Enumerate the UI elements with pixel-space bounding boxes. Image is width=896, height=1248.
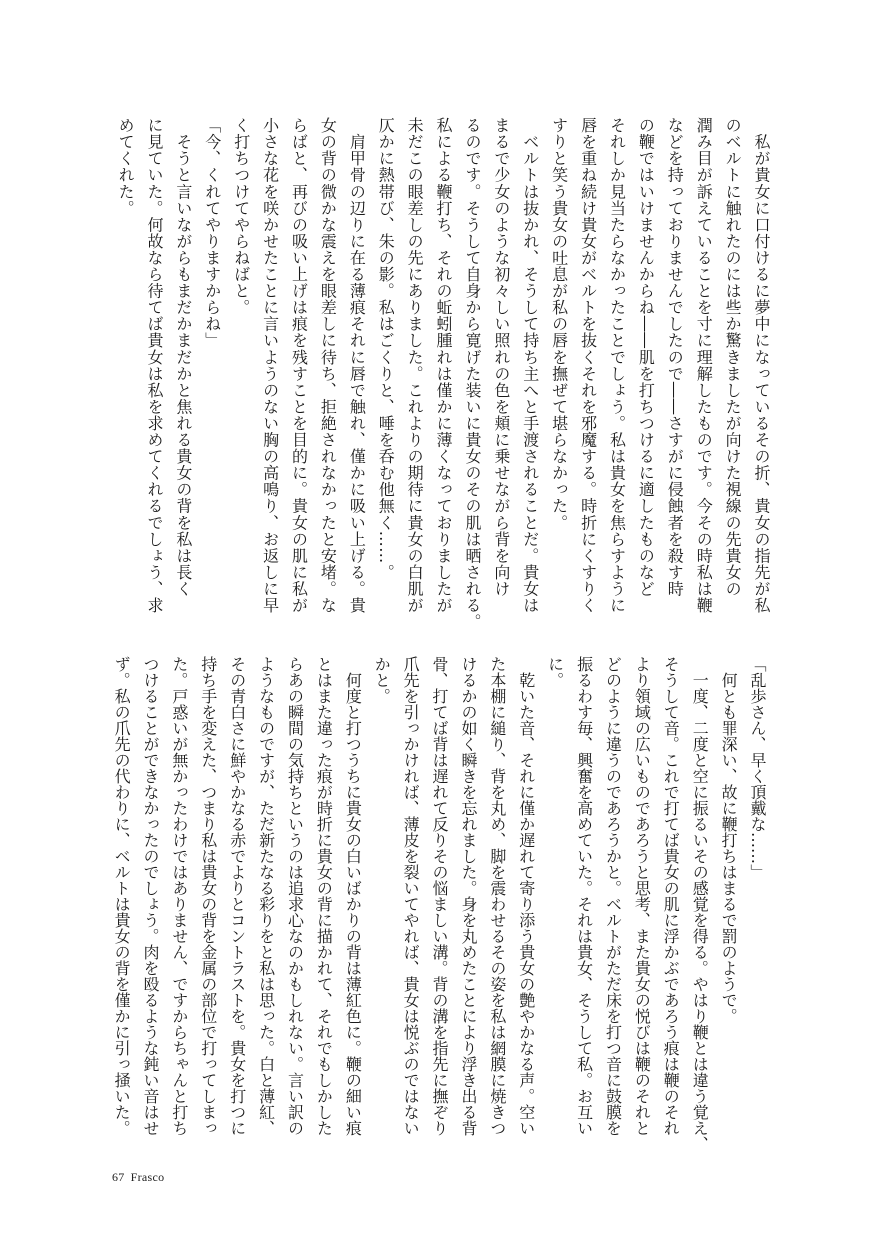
- text-line: 何とも罪深い、故に鞭打ちはまるで罰のようで。: [719, 656, 739, 1024]
- text-line: 「乱歩さん、早く頂戴な……」: [748, 656, 767, 880]
- text-line: めてくれた。: [116, 117, 136, 217]
- text-line: 小さな花を咲かせたことに言いようのない胸の高鳴り、お返しに早: [260, 117, 280, 614]
- text-line: 未だこの眼差しの先にありました。これよりの期待に貴女の白肌が: [405, 117, 425, 614]
- text-line: 唇を重ね続け貴女がベルトを抜くそれを邪魔する。時折にくすりく: [578, 117, 598, 614]
- text-line: に。: [545, 656, 565, 688]
- text-line: その青白さに鮮やかなる赤でよりとコントラストを。貴女を打つに: [227, 656, 247, 1136]
- text-line: に見ていた。何故なら待てば貴女は私を求めてくれるでしょう、求: [144, 117, 164, 614]
- text-line: らばと、再びの吸い上げは痕を残すことを目的に。貴女の肌に私が: [289, 117, 309, 614]
- text-line: 潤み目が訴えていることを寸に理解したものです。今その時私は鞭: [694, 117, 714, 614]
- text-line: より領域の広いものであろうと思考、また貴女の悦びは鞭のそれと: [632, 656, 652, 1136]
- text-line: 何度と打つうちに貴女の白いばかりの背は薄紅色に。鞭の細い痕: [343, 656, 363, 1136]
- text-line: すりと笑う貴女の吐息が私の唇を撫ぜて堪らなかった。: [549, 117, 569, 531]
- text-line: かと。: [372, 656, 392, 704]
- text-line: の鞭ではいけませんからね――肌を打ちつけるに適したものなど: [636, 117, 656, 597]
- text-line: た本棚に縋り、背を丸め、脚を震わせるその姿を私は網膜に焼きつ: [487, 656, 507, 1136]
- text-line: ようなものですが、ただ新たなる彩りをと私は思った。白と薄紅、: [256, 656, 276, 1136]
- text-line: どのように違うのであろうかと。ベルトがただ床を打つ音に鼓膜を: [603, 656, 623, 1136]
- text-line: のベルトに触れたのには些か驚きましたが向けた視線の先貴女の: [723, 117, 743, 597]
- text-line: 肩甲骨の辺りに在る薄痕それに唇で触れ、僅かに吸い上げる。貴: [347, 117, 367, 614]
- text-line: 「今、くれてやりますからね」: [202, 117, 222, 349]
- text-line: 乾いた音、それに僅か遅れて寄り添う貴女の艶やかなる声。空い: [516, 656, 536, 1136]
- text-line: た。戸惑いが無かったわけではありません、ですからちゃんと打ち: [169, 656, 189, 1136]
- page-number: 67: [112, 1170, 125, 1184]
- text-line: それしか見当たらなかったことでしょう。私は貴女を焦らすように: [607, 117, 627, 614]
- text-line: らあの瞬間の気持ちというのは追求心なのかもしれない。言い訳の: [285, 656, 305, 1136]
- text-line: 振るわす毎、興奮を高めていた。それは貴女、そうして私。お互い: [574, 656, 594, 1136]
- text-block-top: [111, 117, 775, 637]
- text-line: 私が貴女に口付けるに夢中になっているその折、貴女の指先が私: [752, 117, 771, 614]
- text-line: そうして音。これで打てば貴女の肌に浮かぶであろう痕は鞭のそれ: [661, 656, 681, 1136]
- text-line: ベルトは抜かれ、そうして持ち主へと手渡されることだ。貴女は: [520, 117, 540, 614]
- text-line: 仄かに熱帯び、朱の影。私はごくりと、唾を呑む他無く……。: [376, 117, 396, 581]
- text-line: 持ち手を変えた、つまり私は貴女の背を金属の部位で打ってしまっ: [198, 656, 218, 1136]
- text-line: く打ちつけてやらねばと。: [231, 117, 251, 316]
- text-block-bottom: [107, 656, 771, 1156]
- text-line: 爪先を引っかければ、薄皮を裂いてやれば、貴女は悦ぶのではない: [401, 656, 421, 1136]
- text-line: などを持っておりませんでしたので――さすがに侵蝕者を殺す時: [665, 117, 685, 597]
- text-line: 女の背の微かな震えを眼差しに待ち、拒絶されなかったと安堵。な: [318, 117, 338, 614]
- text-line: るのです。そうして自身から寛げた装いに貴女のその肌は晒される。: [462, 117, 482, 631]
- text-line: 私による鞭打ち、それの蚯蚓腫れは僅かに薄くなっておりましたが: [434, 117, 454, 614]
- page-footer: [112, 1170, 164, 1184]
- text-line: けるかの如く瞬きを忘れました。身を丸めたことにより浮き出る背: [458, 656, 478, 1136]
- text-line: つけることができなかったのでしょう。肉を殴るような鈍い音はせ: [140, 656, 160, 1136]
- text-line: とはまた違った痕が時折に貴女の背に描かれて、それでもしかした: [314, 656, 334, 1136]
- text-line: 骨、打てば背は遅れて反りその悩ましい溝。背の溝を指先に撫ぞり: [430, 656, 450, 1136]
- publication-name: Frasco: [130, 1170, 165, 1184]
- text-line: まるで少女のような初々しい照れの色を頬に乗せながら背を向け: [491, 117, 511, 597]
- text-line: ず。私の爪先の代わりに、ベルトは貴女の背を僅かに引っ掻いた。: [112, 656, 132, 1136]
- text-line: 一度、二度と空に振るいその感覚を得る。やはり鞭とは違う覚え、: [690, 656, 710, 1152]
- text-line: そうと言いながらもまだかまだかと焦れる貴女の背を私は長く: [173, 117, 193, 597]
